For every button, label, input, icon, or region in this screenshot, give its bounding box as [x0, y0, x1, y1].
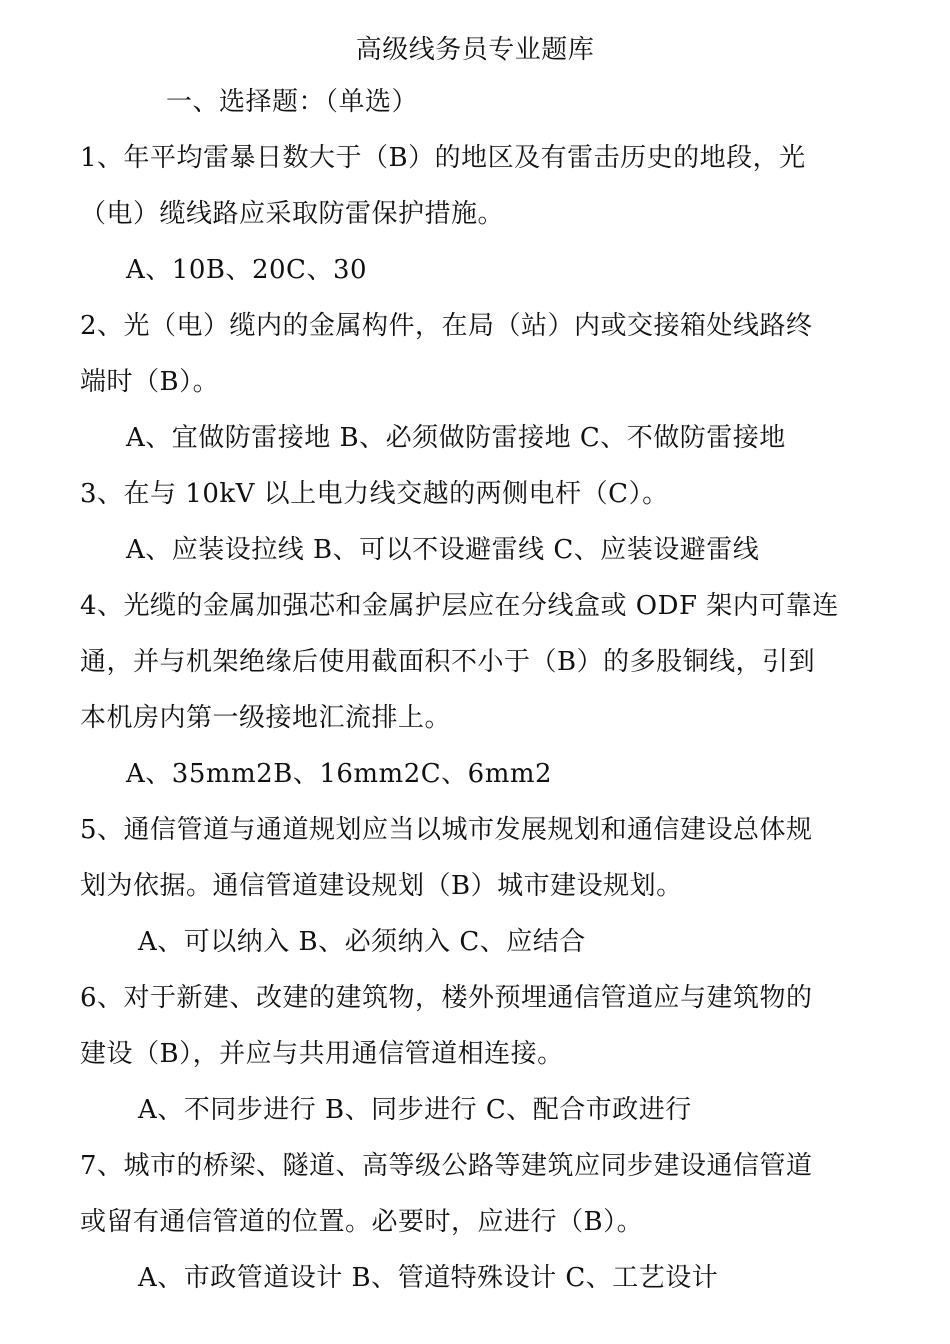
question-6-options: A、不同步进行 B、同步进行 C、配合市政进行 [138, 1095, 692, 1125]
question-7-line-1: 7、城市的桥梁、隧道、高等级公路等建筑应同步建设通信管道 [80, 1151, 813, 1181]
question-1-line-2: （电）缆线路应采取防雷保护措施。 [80, 199, 505, 229]
question-4-line-2: 通，并与机架绝缘后使用截面积不小于（B）的多股铜线，引到 [80, 647, 816, 677]
question-5-line-2: 划为依据。通信管道建设规划（B）城市建设规划。 [80, 871, 683, 901]
question-3-line-1: 3、在与 10kV 以上电力线交越的两侧电杆（C）。 [80, 479, 669, 509]
question-3-options: A、应装设拉线 B、可以不设避雷线 C、应装设避雷线 [126, 535, 760, 565]
question-2-options: A、宜做防雷接地 B、必须做防雷接地 C、不做防雷接地 [126, 423, 786, 453]
question-1-options: A、10B、20C、30 [126, 255, 368, 285]
question-4-line-1: 4、光缆的金属加强芯和金属护层应在分线盒或 ODF 架内可靠连 [80, 591, 839, 621]
question-5-options: A、可以纳入 B、必须纳入 C、应结合 [138, 927, 586, 957]
question-2-line-1: 2、光（电）缆内的金属构件，在局（站）内或交接箱处线路终 [80, 311, 813, 341]
question-5-line-1: 5、通信管道与通道规划应当以城市发展规划和通信建设总体规 [80, 815, 813, 845]
question-2-line-2: 端时（B）。 [80, 367, 220, 397]
question-4-options: A、35mm2B、16mm2C、6mm2 [126, 759, 553, 789]
question-6-line-2: 建设（B），并应与共用通信管道相连接。 [80, 1039, 564, 1069]
question-1-line-1: 1、年平均雷暴日数大于（B）的地区及有雷击历史的地段，光 [80, 143, 806, 173]
question-6-line-1: 6、对于新建、改建的建筑物，楼外预埋通信管道应与建筑物的 [80, 983, 813, 1013]
question-7-options: A、市政管道设计 B、管道特殊设计 C、工艺设计 [138, 1263, 719, 1293]
section-heading: 一、选择题：（单选） [166, 87, 419, 117]
question-4-line-3: 本机房内第一级接地汇流排上。 [80, 703, 452, 733]
document-title: 高级线务员专业题库 [355, 35, 595, 65]
question-7-line-2: 或留有通信管道的位置。必要时，应进行（B）。 [80, 1207, 644, 1237]
